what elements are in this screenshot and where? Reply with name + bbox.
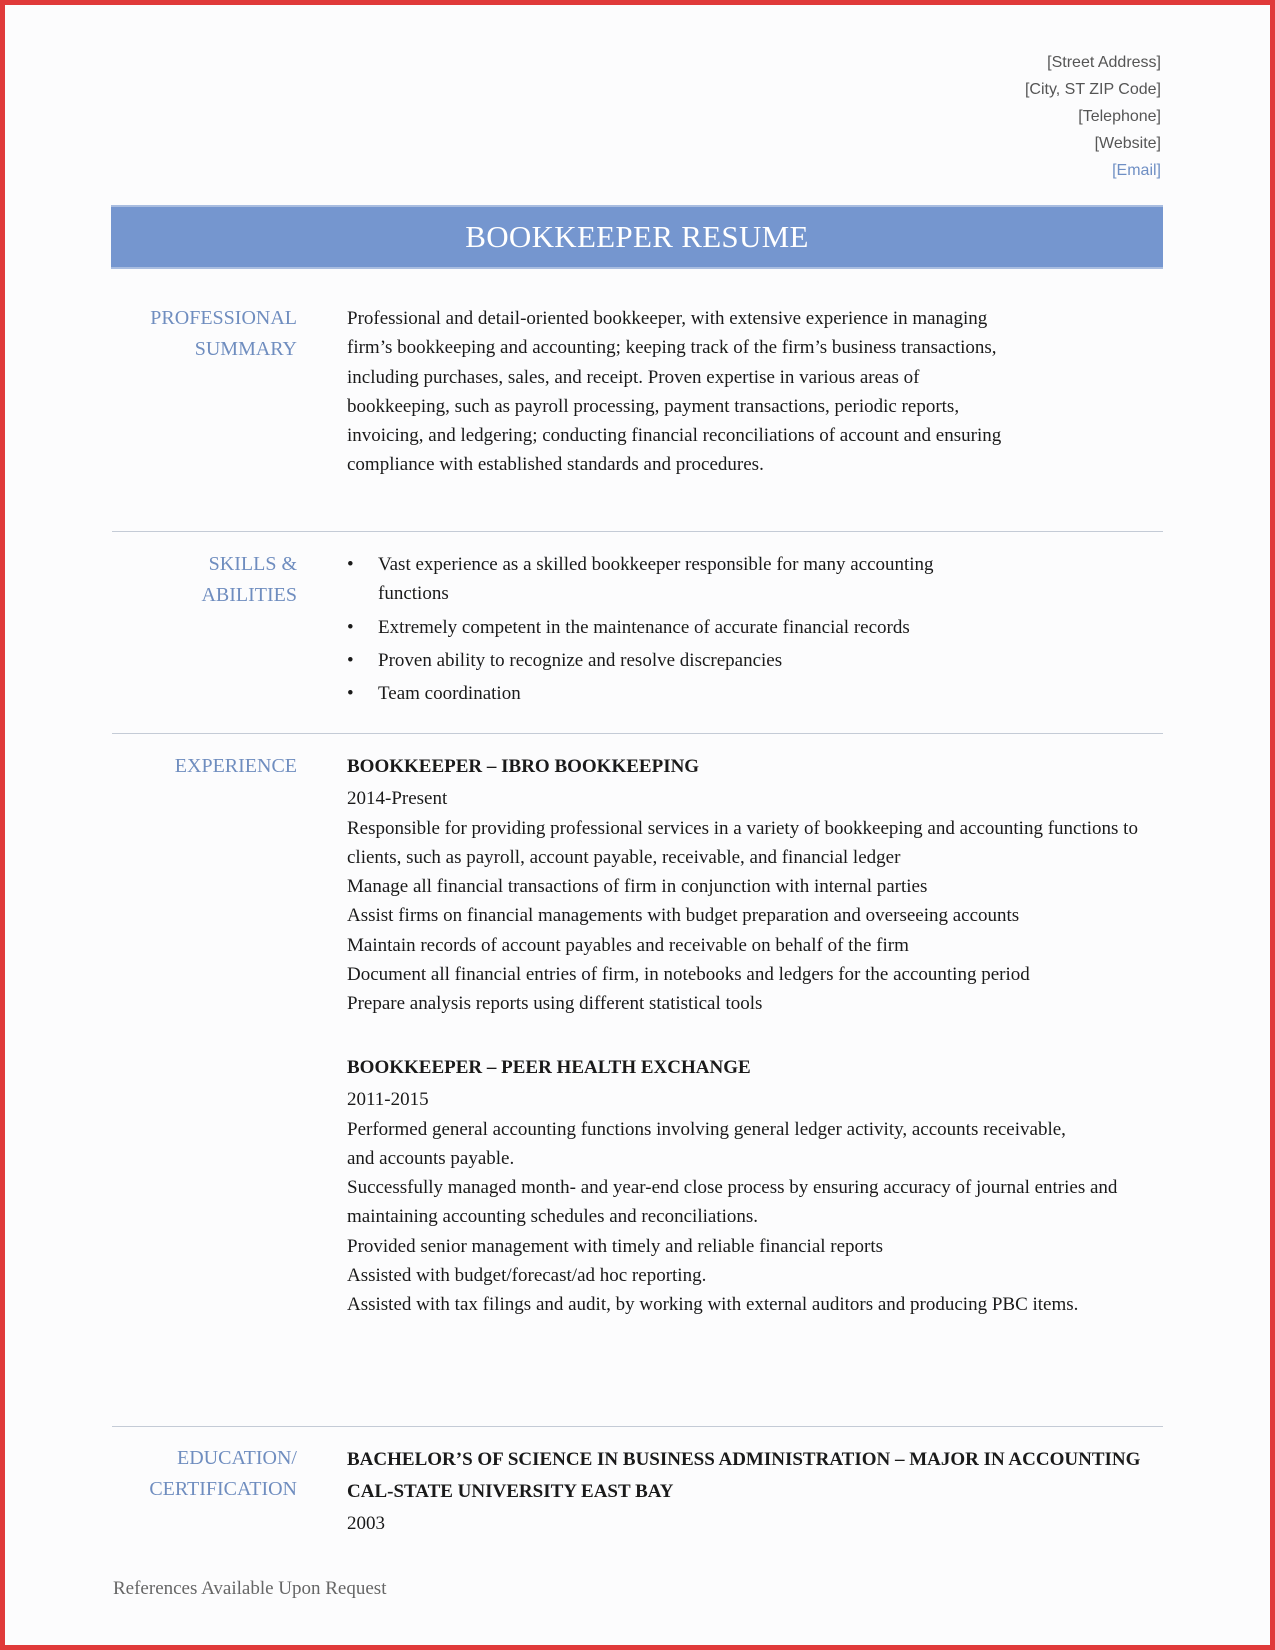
skills-heading-line-1: SKILLS & (208, 553, 297, 575)
job-line: Document all financial entries of firm, in notebooks and ledgers for the accounting period (347, 964, 1030, 986)
resume-title: BOOKKEEPER RESUME (465, 219, 809, 254)
degree: BACHELOR’S OF SCIENCE IN BUSINESS ADMINISTRATION – MAJOR IN ACCOUNTING (347, 1449, 1141, 1470)
street-address: [Street Address] (1047, 54, 1161, 71)
job-dates: 2014-Present (347, 788, 448, 810)
school: CAL-STATE UNIVERSITY EAST BAY (347, 1481, 674, 1502)
telephone: [Telephone] (1078, 108, 1161, 125)
job-dates: 2011-2015 (347, 1089, 429, 1111)
summary-heading-line-1: PROFESSIONAL (150, 307, 297, 329)
website: [Website] (1094, 135, 1161, 152)
experience-heading: EXPERIENCE (174, 755, 297, 777)
skills-heading-line-2: ABILITIES (201, 584, 297, 606)
job-line: Assisted with budget/forecast/ad hoc reporting. (347, 1265, 707, 1287)
skill-item: • Vast experience as a skilled bookkeeper responsible for many accounting functions (347, 550, 947, 609)
skills-list (347, 550, 947, 712)
skills-heading (201, 549, 297, 611)
summary-heading-line-2: SUMMARY (194, 338, 297, 360)
job-line: Maintain records of account payables and receivable on behalf of the firm (347, 934, 909, 956)
skill-item: • Team coordination (347, 679, 947, 708)
summary-text: Professional and detail-oriented bookkeeper, with extensive experience in managing firm’s bookkeeping and accounting; keeping track of the firm’s business transactions, including purchases, sales, and receipt. Proven expertise in various areas of bookkeeping, such as payroll processing, payment transactions, periodic reports, invoicing, and ledgering; conducting financial reconciliations of account and ensuring compliance with established standards and procedures. (347, 308, 1002, 476)
skill-item: • Extremely competent in the maintenance of accurate financial records (347, 613, 1078, 642)
job-line: Assisted with tax filings and audit, by working with external auditors and producing PBC items. (347, 1294, 1079, 1316)
job-title: BOOKKEEPER – IBRO BOOKKEEPING (347, 756, 700, 777)
education-heading-line-1: EDUCATION/ (177, 1447, 297, 1469)
job-line: Responsible for providing professional services in a variety of bookkeeping and accounting functions to clients, such as payroll, account payable, receivable, and financial ledger (347, 817, 1138, 868)
education-heading (149, 1443, 297, 1505)
references-note: References Available Upon Request (113, 1578, 387, 1599)
title-banner (111, 205, 1163, 269)
education-heading-line-2: CERTIFICATION (149, 1478, 297, 1500)
city-state-zip: [City, ST ZIP Code] (1024, 81, 1161, 98)
job-line: Manage all financial transactions of firm in conjunction with internal parties (347, 876, 928, 898)
section-divider (112, 733, 1163, 734)
summary-heading (150, 303, 297, 365)
email-link[interactable]: [Email] (1112, 162, 1161, 179)
job-line: Provided senior management with timely and reliable financial reports (347, 1235, 884, 1257)
job-line: Successfully managed month- and year-end close process by ensuring accuracy of journal entries and maintaining accounting schedules and reconciliations. (347, 1177, 1118, 1228)
job-line: Prepare analysis reports using different statistical tools (347, 993, 763, 1015)
education-entry (347, 1444, 1167, 1540)
section-divider (112, 531, 1163, 532)
contact-block (1025, 49, 1161, 184)
job-title: BOOKKEEPER – PEER HEALTH EXCHANGE (347, 1057, 751, 1078)
job-line: Assist firms on financial managements with budget preparation and overseeing accounts (347, 905, 1020, 927)
graduation-year: 2003 (347, 1513, 385, 1534)
skill-item: • Proven ability to recognize and resolve discrepancies (347, 646, 947, 675)
job-line: Performed general accounting functions involving general ledger activity, accounts receivable, and accounts payable. (347, 1118, 1066, 1169)
experience-job (347, 1053, 1147, 1320)
section-divider (112, 1426, 1163, 1427)
experience-job (347, 752, 1169, 1019)
